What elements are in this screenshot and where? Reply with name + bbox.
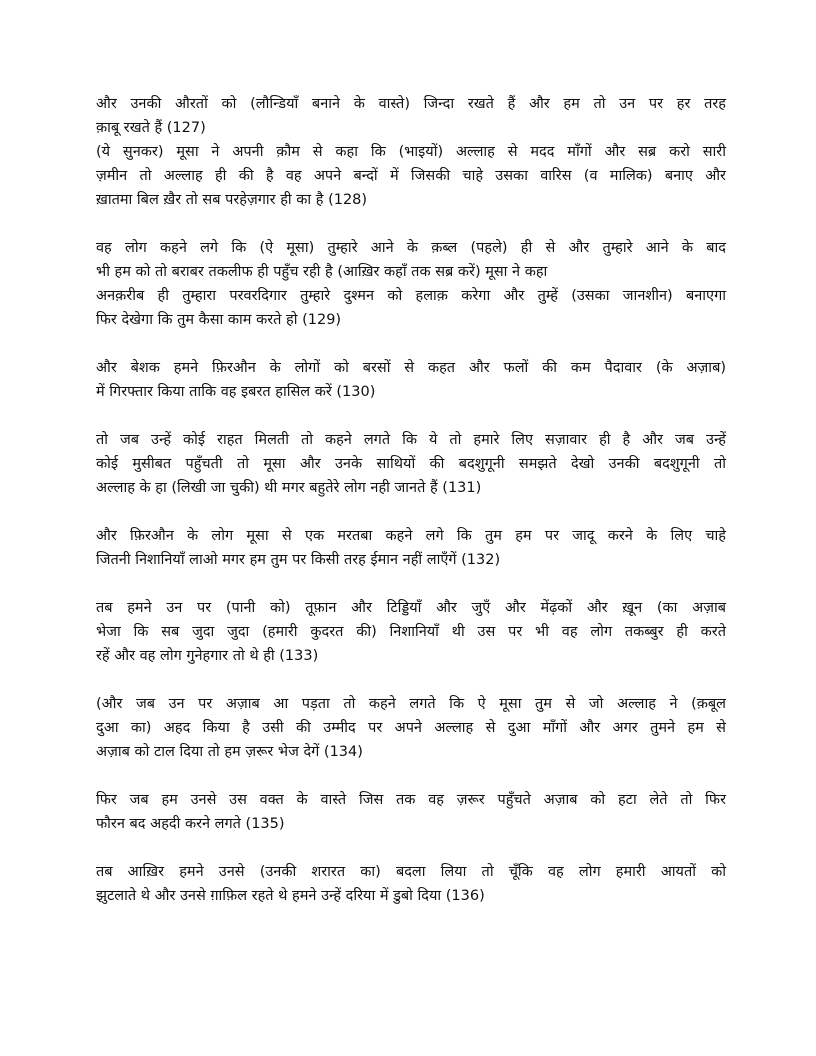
text-line: अल्लाह के हा (लिखी जा चुकी) थी मगर बहुतेरे लोग नही जानते हैं (131) <box>96 480 482 496</box>
text-line: ख़ातमा बिल ख़ैर तो सब परहेज़गार ही का है (128) <box>96 192 368 208</box>
text-line: अनक़रीब ही तुम्हारा परवरदिगार तुम्हारे दुश्मन को हलाक़ करेगा और तुम्हें (उसका जानशीन) बनाएगा <box>96 288 726 304</box>
text-line: ज़मीन तो अल्लाह ही की है वह अपने बन्दों में जिसकी चाहे उसका वारिस (व मालिक) बनाए और <box>96 168 726 184</box>
text-line: कोई मुसीबत पहुँचती तो मूसा और उनके साथियों की बदशुगूनी समझते देखो उनकी बदशुगूनी तो <box>96 456 726 472</box>
text-line: और बेशक हमने फ़िरऔन के लोगों को बरसों से कहत और फलों की कम पैदावार (के अज़ाब) <box>96 360 726 376</box>
text-line: में गिरफ्तार किया ताकि वह इबरत हासिल करें (130) <box>96 384 376 400</box>
text-line: तब आख़िर हमने उनसे (उनकी शरारत का) बदला लिया तो चूँकि वह लोग हमारी आयतों को <box>96 864 726 880</box>
paragraph-135 <box>96 788 726 836</box>
paragraph-129 <box>96 236 726 332</box>
text-line: रहें और वह लोग गुनेहगार तो थे ही (133) <box>96 648 319 664</box>
text-line: तब हमने उन पर (पानी को) तूफ़ान और टिड्डियाँ और जुएँ और मेंढ़कों और ख़ून (का अज़ाब <box>96 600 726 616</box>
text-line: फिर जब हम उनसे उस वक्त के वास्ते जिस तक वह ज़रूर पहुँचते अज़ाब को हटा लेते तो फिर <box>96 792 726 808</box>
text-line: और फ़िरऔन के लोग मूसा से एक मरतबा कहने लगे कि तुम हम पर जादू करने के लिए चाहे <box>96 528 726 544</box>
text-line: और उनकी औरतों को (लौन्डियाँ बनाने के वास्ते) जिन्दा रखते हैं और हम तो उन पर हर तरह <box>96 96 726 112</box>
paragraph-131 <box>96 428 726 500</box>
text-line: फिर देखेगा कि तुम कैसा काम करते हो (129) <box>96 312 342 328</box>
document-body <box>96 92 726 932</box>
paragraph-132 <box>96 524 726 572</box>
text-line: अज़ाब को टाल दिया तो हम ज़रूर भेज देगें (134) <box>96 744 363 760</box>
text-line: फौरन बद अहदी करने लगते (135) <box>96 816 285 832</box>
paragraph-130 <box>96 356 726 404</box>
text-line: भेजा कि सब जुदा जुदा (हमारी कुदरत की) निशानियाँ थी उस पर भी वह लोग तकब्बुर ही करते <box>96 624 726 640</box>
text-line: भी हम को तो बराबर तकलीफ ही पहुँच रही है (आख़िर कहाँ तक सब्र करें) मूसा ने कहा <box>96 264 548 280</box>
text-line: जितनी निशानियाँ लाओ मगर हम तुम पर किसी तरह ईमान नहीं लाएँगें (132) <box>96 552 501 568</box>
text-line: वह लोग कहने लगे कि (ऐ मूसा) तुम्हारे आने के क़ब्ल (पहले) ही से और तुम्हारे आने के बाद <box>96 240 726 256</box>
paragraph-133 <box>96 596 726 668</box>
text-line: (ये सुनकर) मूसा ने अपनी क़ौम से कहा कि (भाइयों) अल्लाह से मदद माँगों और सब्र करो सारी <box>96 144 726 160</box>
text-line: दुआ का) अहद किया है उसी की उम्मीद पर अपने अल्लाह से दुआ माँगों और अगर तुमने हम से <box>96 720 726 736</box>
text-line: तो जब उन्हें कोई राहत मिलती तो कहने लगते कि ये तो हमारे लिए सज़ावार ही है और जब उन्हें <box>96 432 726 448</box>
text-line: क़ाबू रखते हैं (127) <box>96 120 206 136</box>
paragraph-134 <box>96 692 726 764</box>
text-line: झुटलाते थे और उनसे ग़ाफ़िल रहते थे हमने उन्हें दरिया में डुबो दिया (136) <box>96 888 485 904</box>
text-line: (और जब उन पर अज़ाब आ पड़ता तो कहने लगते कि ऐ मूसा तुम से जो अल्लाह ने (क़बूल <box>96 696 726 712</box>
paragraph-127-128 <box>96 92 726 212</box>
paragraph-136 <box>96 860 726 908</box>
